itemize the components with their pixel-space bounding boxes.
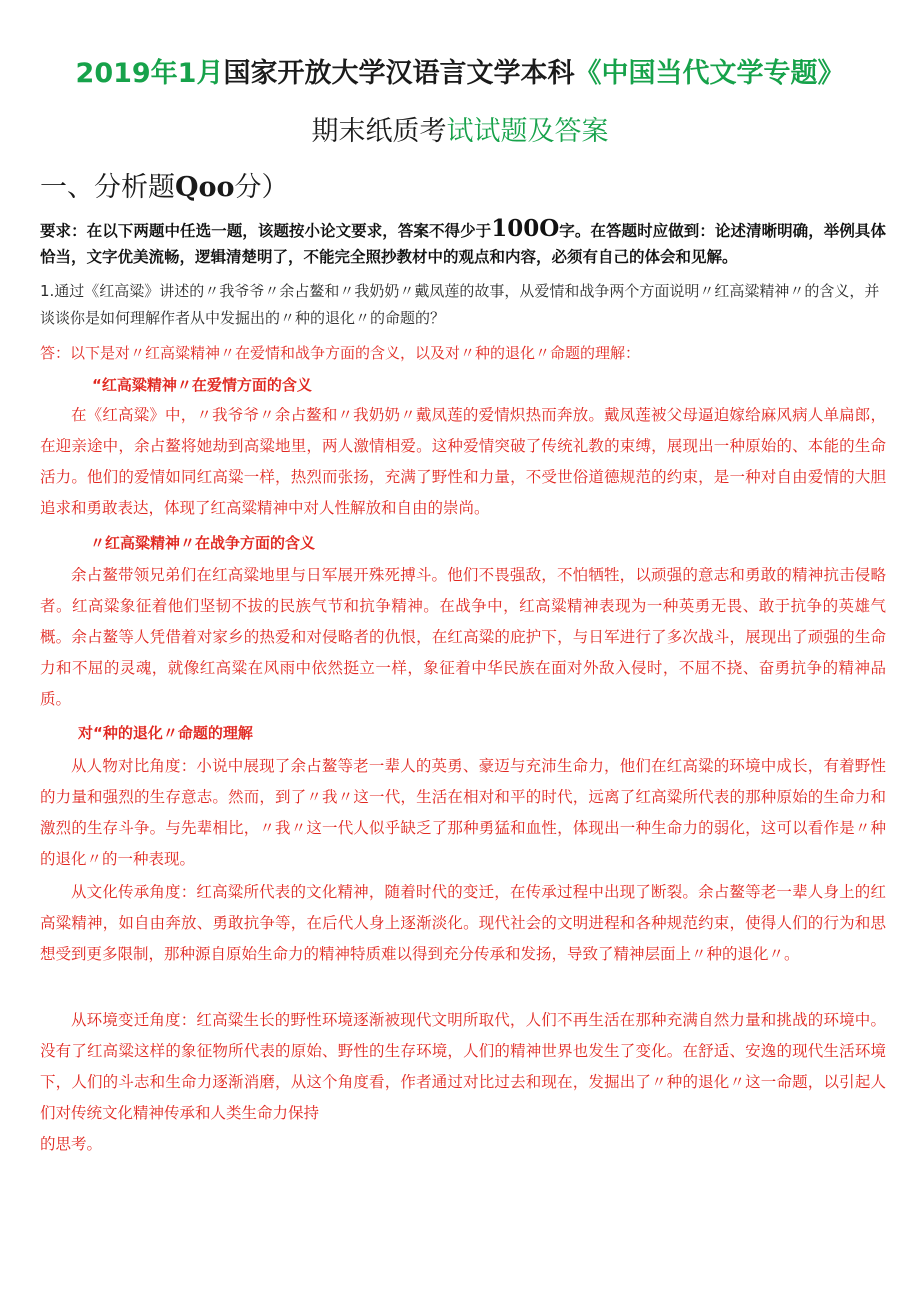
requirement-text-1: 要求：在以下两题中任选一题，该题按小论文要求，答案不得少于 [40, 222, 492, 240]
document-title-line-1 [0, 56, 920, 92]
love-paragraph-text: 在《红高粱》中，〃我爷爷〃余占鳌和〃我奶奶〃戴凤莲的爱情炽热而奔放。戴凤莲被父母逼迫嫁给麻风病人单扁郎，在迎亲途中，余占鳌将她劫到高粱地里，两人激情相爱。这种爱情突破了传统礼教的束缚，展现出一种原始的、本能的生命活力。他们的爱情如同红高粱一样，热烈而张扬，充满了野性和力量，不受世俗道德规范的约束，是一种对自由爱情的大胆追求和勇敢表达，体现了红高粱精神中对人性解放和自由的崇尚。 [40, 406, 886, 517]
war-paragraph-text: 余占鳌带领兄弟们在红高粱地里与日军展开殊死搏斗。他们不畏强敌，不怕牺牲，以顽强的意志和勇敢的精神抗击侵略者。红高粱象征着他们坚韧不拔的民族气节和抗争精神。在战争中，红高粱精神表现为一种英勇无畏、敢于抗争的英雄气概。余占鳌等人凭借着对家乡的热爱和对侵略者的仇恨，在红高粱的庇护下，与日军进行了多次战斗，展现出了顽强的生命力和不屈的灵魂，就像红高粱在风雨中依然挺立一样，象征着中华民族在面对外敌入侵时，不屈不挠、奋勇抗争的精神品质。 [40, 566, 886, 708]
document-title-line-2 [0, 114, 920, 150]
war-paragraph [40, 560, 886, 715]
title-exam-type: 期末纸质考 [311, 116, 447, 147]
title-university: 国家开放大学汉语言文学本科 [223, 58, 575, 89]
degeneration-heading: 对“种的退化〃命题的理解 [78, 724, 253, 742]
title-exam-suffix: 试试题及答案 [446, 116, 609, 147]
character-paragraph [40, 751, 886, 875]
question-text: 1.通过《红高粱》讲述的〃我爷爷〃余占鳌和〃我奶奶〃戴凤莲的故事，从爱情和战争两个方面说明〃红高粱精神〃的含义，并谈谈你是如何理解作者从中发掘出的〃种的退化〃的命题的？ [40, 282, 880, 327]
environment-paragraph-text: 从环境变迁角度：红高粱生长的野性环境逐渐被现代文明所取代，人们不再生活在那种充满自然力量和挑战的环境中。没有了红高粱这样的象征物所代表的原始、野性的生存环境，人们的精神世界也发生了变化。在舒适、安逸的现代生活环境下，人们的斗志和生命力逐渐消磨，从这个角度看，作者通过对比过去和现在，发掘出了〃种的退化〃这一命题，以引起人们对传统文化精神传承和人类生命力保持 [40, 1011, 886, 1122]
culture-paragraph [40, 877, 886, 970]
culture-paragraph-text: 从文化传承角度：红高粱所代表的文化精神，随着时代的变迁，在传承过程中出现了断裂。余占鳌等老一辈人身上的红高粱精神，如自由奔放、勇敢抗争等，在后代人身上逐渐淡化。现代社会的文明进程和各种规范约束，使得人们的行为和思想受到更多限制，那种源自原始生命力的精神特质难以得到充分传承和发扬，导致了精神层面上〃种的退化〃。 [40, 883, 886, 963]
answer-intro: 答：以下是对〃红高粱精神〃在爱情和战争方面的含义，以及对〃种的退化〃命题的理解： [40, 344, 641, 362]
war-heading: 〃红高粱精神〃在战争方面的含义 [90, 534, 316, 552]
section-heading-score: Qoo [175, 172, 235, 203]
title-course: 《中国当代文学专题》 [574, 58, 845, 89]
environment-paragraph [40, 1005, 886, 1129]
character-paragraph-text: 从人物对比角度：小说中展现了余占鳌等老一辈人的英勇、豪迈与充沛生命力，他们在红高粱的环境中成长，有着野性的力量和强烈的生存意志。然而，到了〃我〃这一代，生活在相对和平的时代，远离了红高粱所代表的那种原始的生命力和激烈的生存斗争。与先辈相比，〃我〃这一代人似乎缺乏了那种勇猛和血性，体现出一种生命力的弱化，这可以看作是〃种的退化〃的一种表现。 [40, 757, 886, 868]
love-paragraph [40, 400, 886, 524]
requirement-word-count: 100O [491, 215, 560, 242]
requirement-paragraph [40, 216, 886, 270]
love-heading: “红高粱精神〃在爱情方面的含义 [92, 376, 312, 394]
section-heading-prefix: 一、分析题 [40, 172, 175, 203]
section-heading [40, 170, 289, 206]
title-date: 2019年1月 [75, 58, 224, 89]
closing-text: 的思考。 [40, 1135, 103, 1153]
requirement-text-2: 字。在答题时应做到：论述清晰明确，举例具体恰当，文字优美流畅，逻辑清楚明了，不能完全照抄教材中的观点和内容，必须有自己的体会和见解。 [40, 222, 886, 266]
section-heading-suffix: 分） [234, 172, 289, 203]
